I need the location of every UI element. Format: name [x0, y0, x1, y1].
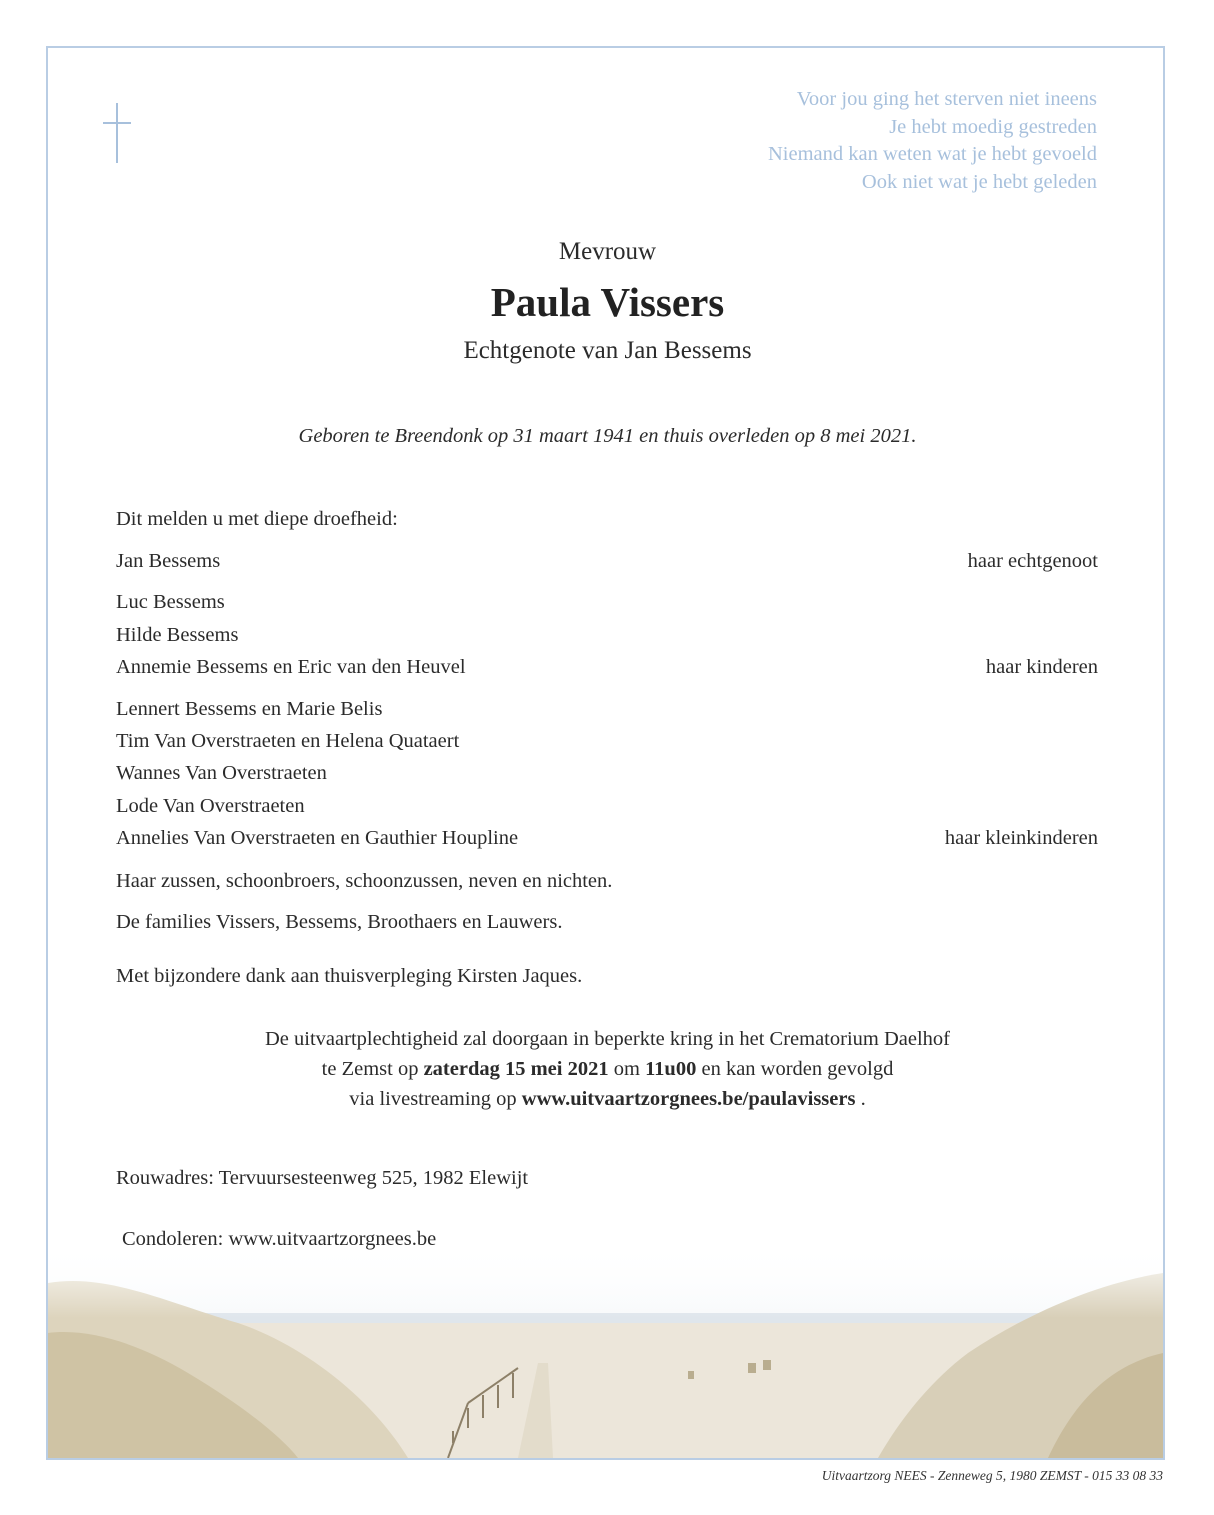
relative-name: Annelies Van Overstraeten en Gauthier Houpline	[116, 827, 519, 849]
beach-dunes-image	[48, 1243, 1163, 1458]
ceremony-info	[48, 1024, 1165, 1114]
families-line: De families Vissers, Bessems, Broothaers en Lauwers.	[116, 911, 563, 933]
announcement	[116, 508, 1098, 534]
list-item	[116, 911, 1098, 937]
poem	[768, 86, 1097, 196]
relationship-label: haar kinderen	[985, 656, 1098, 678]
relative-name: Annemie Bessems en Eric van den Heuvel	[116, 656, 466, 678]
birth-death-line: Geboren te Breendonk op 31 maart 1941 en thuis overleden op 8 mei 2021.	[298, 425, 917, 447]
relative-name: Wannes Van Overstraeten	[116, 762, 327, 784]
relatives-line: Haar zussen, schoonbroers, schoonzussen, neven en nichten.	[116, 870, 613, 892]
livestream-link[interactable]: www.uitvaartzorgnees.be/paulavissers	[521, 1088, 856, 1110]
spouse-line: Echtgenote van Jan Bessems	[463, 337, 752, 364]
relative-name: Luc Bessems	[116, 591, 225, 613]
relative-name: Hilde Bessems	[116, 624, 239, 646]
ceremony-line: te Zemst op zaterdag 15 mei 2021 om 11u00 en kan worden gevolgd	[321, 1058, 894, 1080]
relative-name: Jan Bessems	[116, 550, 221, 572]
ceremony-date: zaterdag 15 mei 2021	[423, 1058, 609, 1080]
poem-line: Niemand kan weten wat je hebt gevoeld	[767, 143, 1097, 166]
list-item	[116, 827, 1098, 853]
ceremony-line: De uitvaartplechtigheid zal doorgaan in beperkte kring in het Crematorium Daelhof	[265, 1028, 950, 1050]
list-item	[116, 624, 1098, 650]
list-item	[116, 965, 1098, 991]
list-item	[116, 730, 1098, 756]
relationship-label: haar echtgenoot	[967, 550, 1098, 572]
page-frame	[46, 46, 1165, 1460]
list-item	[116, 698, 1098, 724]
list-item	[116, 762, 1098, 788]
list-item	[116, 550, 1098, 576]
relative-name: Lennert Bessems en Marie Belis	[116, 698, 383, 720]
poem-line: Ook niet wat je hebt geleden	[861, 170, 1097, 193]
relative-name: Tim Van Overstraeten en Helena Quataert	[116, 730, 460, 752]
list-item	[116, 870, 1098, 896]
list-item	[116, 591, 1098, 617]
relationship-label: haar kleinkinderen	[944, 827, 1098, 849]
list-item	[116, 656, 1098, 682]
thanks-line: Met bijzondere dank aan thuisverpleging Kirsten Jaques.	[116, 965, 583, 987]
cross-icon	[103, 103, 133, 163]
announcement-text: Dit melden u met diepe droefheid:	[116, 508, 398, 530]
deceased-name: Paula Vissers	[490, 279, 725, 325]
poem-line: Voor jou ging het sterven niet ineens	[796, 88, 1097, 110]
relative-name: Lode Van Overstraeten	[116, 795, 305, 817]
footer-funeral-home: Uitvaartzorg NEES - Zenneweg 5, 1980 ZEMST - 015 33 08 33	[821, 1468, 1163, 1483]
poem-line: Je hebt moedig gestreden	[889, 115, 1097, 138]
mourning-address: Rouwadres: Tervuursesteenweg 525, 1982 Elewijt	[116, 1167, 529, 1189]
condolences-line: Condoleren: www.uitvaartzorgnees.be	[122, 1228, 437, 1250]
honorific: Mevrouw	[558, 238, 657, 265]
list-item	[116, 795, 1098, 821]
ceremony-time: 11u00	[645, 1058, 697, 1080]
ceremony-line: via livestreaming op www.uitvaartzorgnees.be/paulavissers .	[349, 1088, 866, 1110]
